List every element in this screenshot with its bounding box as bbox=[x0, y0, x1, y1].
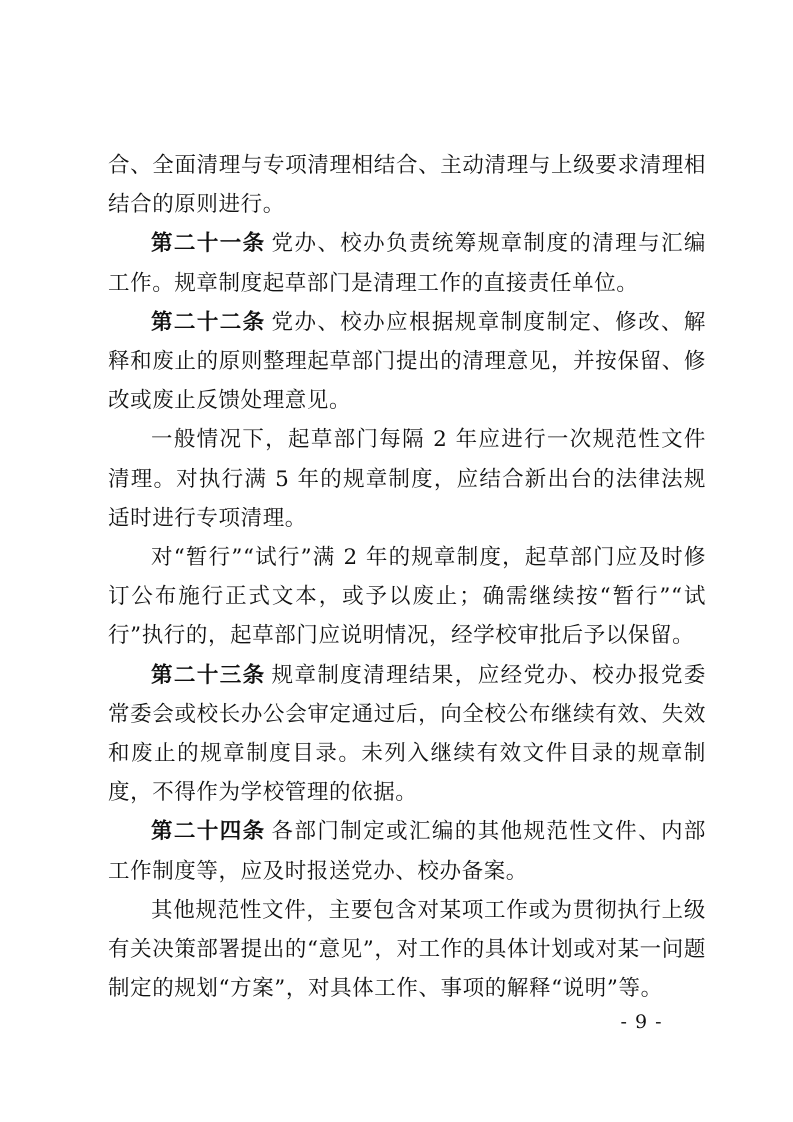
paragraph-text: 各部门制定或汇编的其他规范性文件、内部工作制度等，应及时报送党办、校办备案。 bbox=[108, 819, 706, 884]
paragraph-text: 党办、校办负责统筹规章制度的清理与汇编工作。规章制度起草部门是清理工作的直接责任单位。 bbox=[108, 231, 706, 296]
provisional-rules-paragraph bbox=[108, 538, 706, 656]
article-number: 第二十四条 bbox=[151, 819, 266, 845]
cleanup-frequency-paragraph bbox=[108, 420, 706, 538]
document-body bbox=[108, 146, 706, 1008]
article-number: 第二十二条 bbox=[151, 309, 266, 335]
paragraph-text: 党办、校办应根据规章制度制定、修改、解释和废止的原则整理起草部门提出的清理意见，并按保留、修改或废止反馈处理意见。 bbox=[108, 309, 706, 414]
page-number: - 9 - bbox=[620, 1011, 663, 1033]
paragraph-text: 其他规范性文件，主要包含对某项工作或为贯彻执行上级有关决策部署提出的“意见”，对工作的具体计划或对某一问题制定的规划“方案”，对具体工作、事项的解释“说明”等。 bbox=[108, 897, 706, 1002]
article-24-paragraph bbox=[108, 812, 706, 890]
paragraph-text: 对“暂行”“试行”满 2 年的规章制度，起草部门应及时修订公布施行正式文本，或予以废止；确需继续按“暂行”“试行”执行的，起草部门应说明情况，经学校审批后予以保留。 bbox=[108, 545, 706, 649]
article-23-paragraph bbox=[108, 656, 706, 813]
paragraph-continuation bbox=[108, 146, 706, 224]
article-21-paragraph bbox=[108, 224, 706, 302]
paragraph-text: 一般情况下，起草部门每隔 2 年应进行一次规范性文件清理。对执行满 5 年的规章制度，应结合新出台的法律法规适时进行专项清理。 bbox=[108, 427, 706, 531]
paragraph-text: 规章制度清理结果，应经党办、校办报党委常委会或校长办公会审定通过后，向全校公布继续有效、失效和废止的规章制度目录。未列入继续有效文件目录的规章制度，不得作为学校管理的依据。 bbox=[108, 662, 706, 806]
other-documents-paragraph bbox=[108, 891, 706, 1009]
article-number: 第二十一条 bbox=[151, 231, 266, 257]
paragraph-text: 合、全面清理与专项清理相结合、主动清理与上级要求清理相结合的原则进行。 bbox=[108, 153, 706, 218]
article-22-paragraph bbox=[108, 303, 706, 421]
article-number: 第二十三条 bbox=[151, 662, 266, 688]
